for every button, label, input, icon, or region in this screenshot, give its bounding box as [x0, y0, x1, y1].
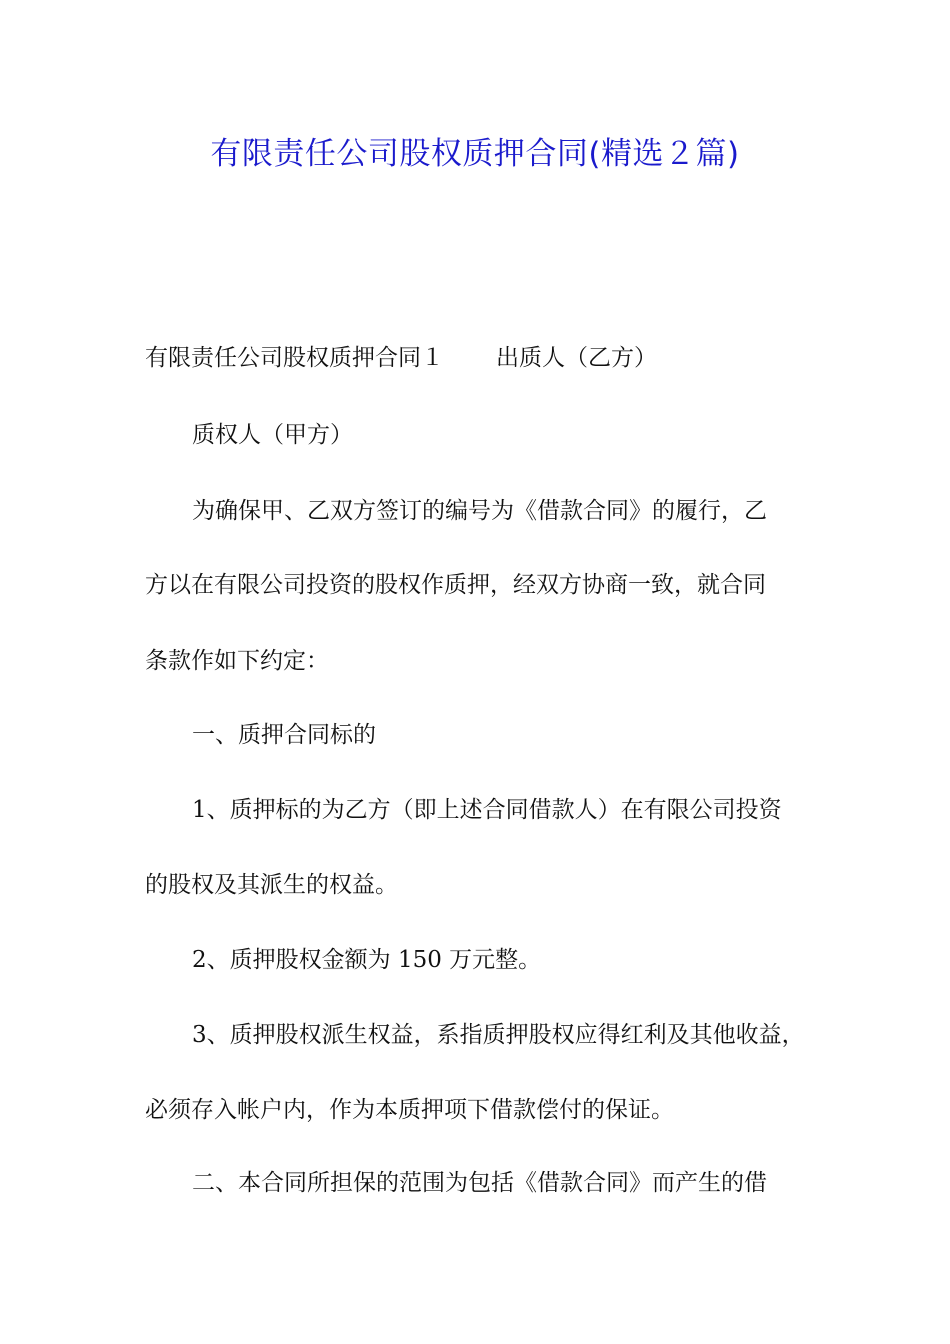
- paragraph-line: 1、质押标的为乙方（即上述合同借款人）在有限公司投资: [192, 797, 782, 823]
- pledgee-label: 质权人（甲方）: [192, 422, 353, 448]
- contract-number-label: 有限责任公司股权质押合同１: [145, 345, 444, 371]
- pledgor-label: 出质人（乙方）: [496, 345, 657, 371]
- paragraph-line: 为确保甲、乙双方签订的编号为《借款合同》的履行，乙: [192, 498, 767, 524]
- paragraph-line: 必须存入帐户内，作为本质押项下借款偿付的保证。: [145, 1097, 674, 1123]
- contract-heading-line: [145, 343, 815, 373]
- document-title: 有限责任公司股权质押合同(精选２篇): [210, 136, 740, 172]
- paragraph-line: 2、质押股权金额为 150 万元整。: [192, 947, 542, 973]
- paragraph-line: 3、质押股权派生权益，系指质押股权应得红利及其他收益，: [192, 1022, 805, 1048]
- paragraph-line: 二、本合同所担保的范围为包括《借款合同》而产生的借: [192, 1170, 767, 1196]
- section-heading: 一、质押合同标的: [192, 722, 376, 748]
- paragraph-line: 条款作如下约定：: [145, 648, 329, 674]
- paragraph-line: 方以在有限公司投资的股权作质押，经双方协商一致，就合同: [145, 572, 766, 598]
- paragraph-line: 的股权及其派生的权益。: [145, 872, 398, 898]
